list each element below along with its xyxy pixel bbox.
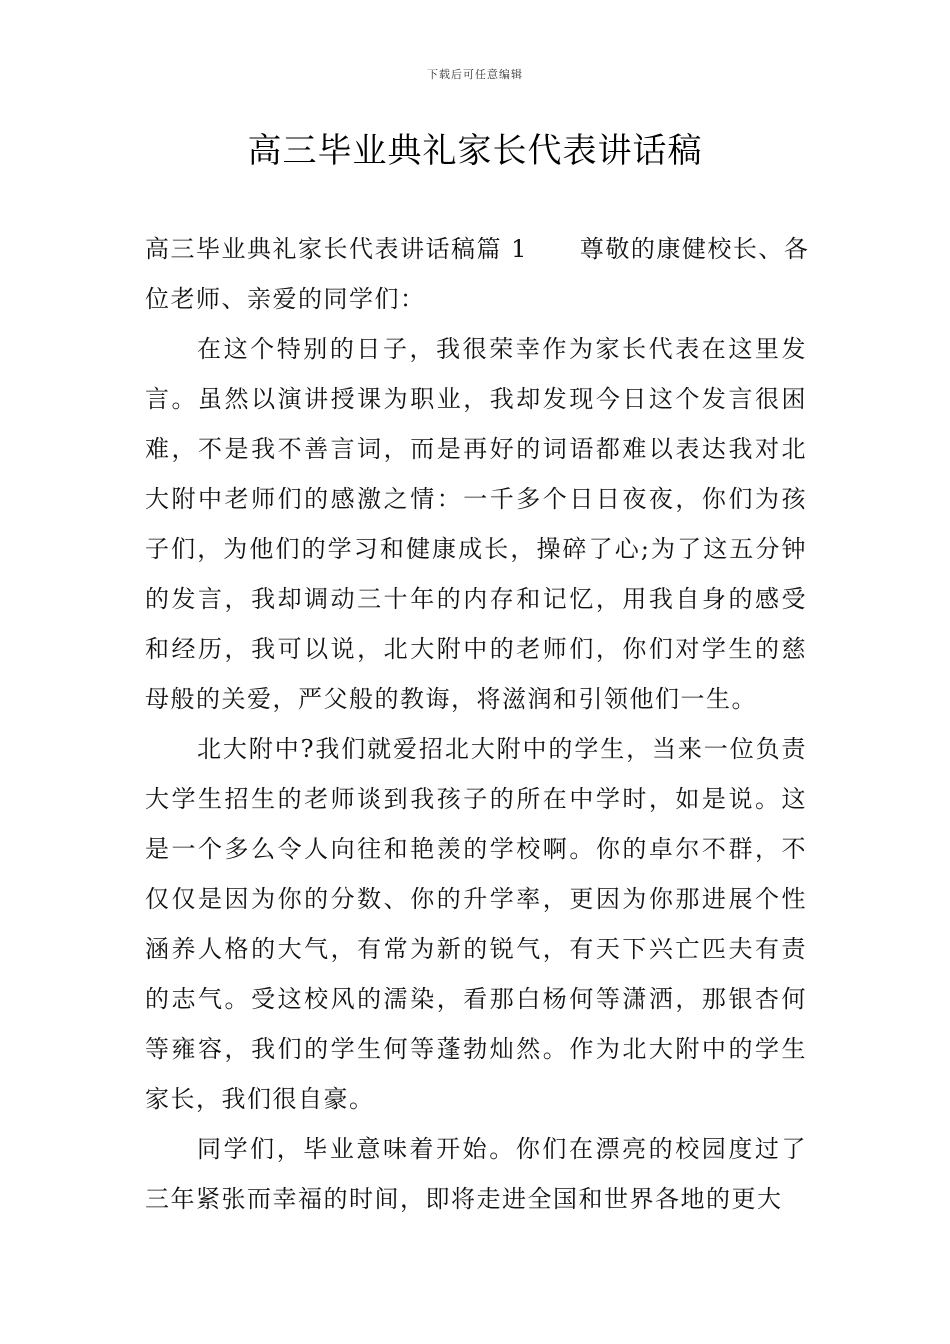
document-title: 高三毕业典礼家长代表讲话稿 (247, 131, 703, 171)
paragraph-3: 同学们，毕业意味着开始。你们在漂亮的校园度过了三年紧张而幸福的时间，即将走进全国和世界各地的更大 (145, 1135, 807, 1213)
salutation-start: 尊敬的康健校长、各 (579, 235, 810, 263)
section-heading: 高三毕业典礼家长代表讲话稿篇 1 (145, 235, 528, 263)
salutation-continuation: 位老师、亲爱的同学们： (145, 285, 426, 313)
document-body (145, 224, 810, 1224)
header-note: 下载后可任意编辑 (427, 68, 523, 81)
intro-line (145, 224, 810, 274)
paragraph-1: 在这个特别的日子，我很荣幸作为家长代表在这里发言。虽然以演讲授课为职业，我却发现今日这个发言很困难，不是我不善言词，而是再好的词语都难以表达我对北大附中老师们的感激之情：一千多个日日夜夜，你们为孩子们，为他们的学习和健康成长，操碎了心;为了这五分钟的发言，我却调动三十年的内存和记忆，用我自身的感受和经历，我可以说，北大附中的老师们，你们对学生的慈母般的关爱，严父般的教诲，将滋润和引领他们一生。 (145, 335, 807, 713)
paragraph-2: 北大附中?我们就爱招北大附中的学生，当来一位负责大学生招生的老师谈到我孩子的所在中学时，如是说。这是一个多么令人向往和艳羡的学校啊。你的卓尔不群，不仅仅是因为你的分数、你的升学率，更因为你那进展个性涵养人格的大气，有常为新的锐气，有天下兴亡匹夫有责的志气。受这校风的濡染，看那白杨何等潇洒，那银杏何等雍容，我们的学生何等蓬勃灿然。作为北大附中的学生家长，我们很自豪。 (145, 735, 807, 1113)
